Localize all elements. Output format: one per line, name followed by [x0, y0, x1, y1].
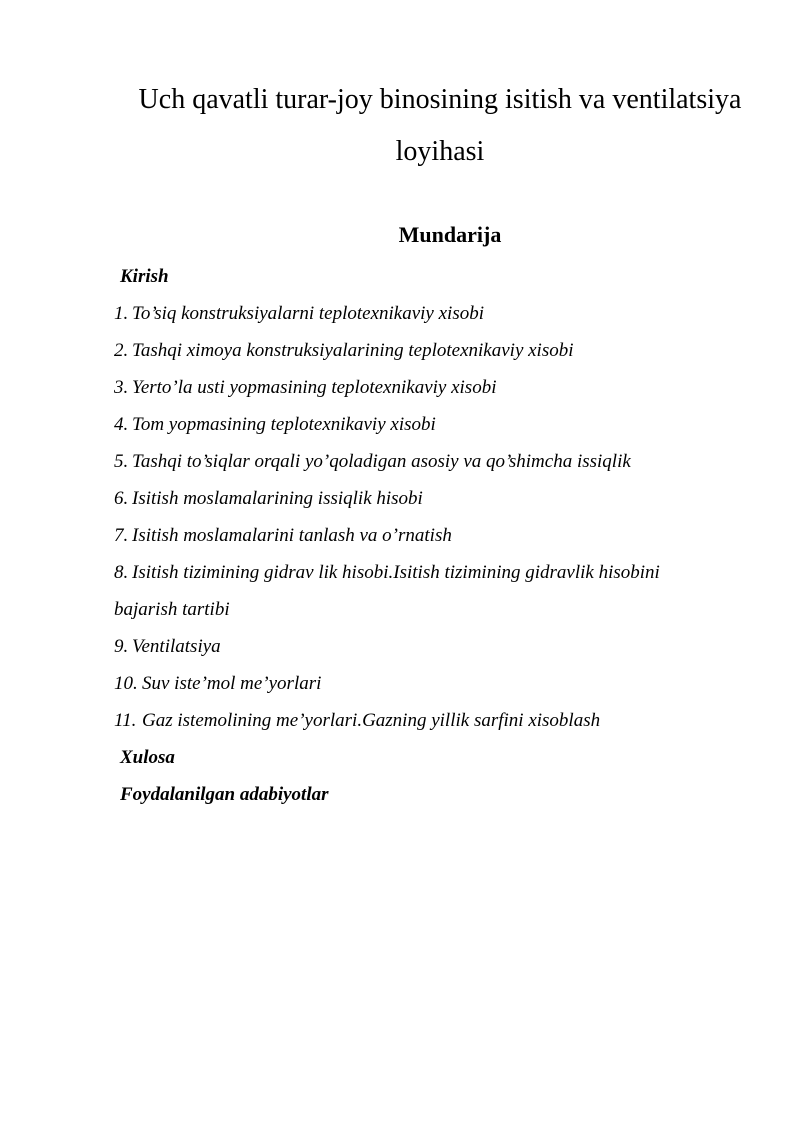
toc-item-8-continuation: bajarish tartibi: [114, 599, 230, 620]
toc-item-10: [114, 665, 774, 702]
title-line-2: loyihasi: [395, 136, 485, 167]
toc-item-number: 10.: [114, 673, 138, 694]
toc-item-number: 11.: [114, 710, 137, 731]
toc-item-text: Suv iste’mol me’yorlari: [142, 673, 322, 694]
toc-item-text: Tashqi ximoya konstruksiyalarining teplotexnikaviy xisobi: [132, 340, 574, 361]
toc-item-text: Ventilatsiya: [132, 636, 221, 657]
toc-item-5: [114, 443, 774, 480]
toc-item-text: Yerto’la usti yopmasining teplotexnikaviy xisobi: [132, 377, 497, 398]
toc-item-text: Isitish moslamalarini tanlash va o’rnatish: [132, 525, 452, 546]
title-line-1: Uch qavatli turar-joy binosining isitish va ventilatsiya: [138, 84, 742, 115]
toc-item-number: 3.: [114, 377, 129, 398]
toc-intro: Kirish: [120, 266, 169, 287]
toc-item-number: 8.: [114, 562, 129, 583]
toc-item-number: 1.: [114, 303, 129, 324]
toc-item-number: 7.: [114, 525, 129, 546]
toc-item-number: 9.: [114, 636, 129, 657]
toc-item-9: [114, 628, 774, 665]
toc-conclusion: Xulosa: [120, 747, 175, 768]
toc-item-11: [114, 702, 774, 739]
toc-heading: Mundarija: [398, 222, 502, 247]
toc-item-4: [114, 406, 774, 443]
toc-item-text: Tashqi to’siqlar orqali yo’qoladigan asosiy va qo’shimcha issiqlik: [132, 451, 631, 472]
document-title: [100, 74, 780, 178]
table-of-contents: [114, 258, 774, 813]
toc-item-number: 5.: [114, 451, 129, 472]
toc-item-2: [114, 332, 774, 369]
toc-item-8: [114, 554, 774, 591]
toc-item-text: To’siq konstruksiyalarni teplotexnikaviy xisobi: [132, 303, 484, 324]
toc-item-text: Gaz istemolining me’yorlari.Gazning yillik sarfini xisoblash: [142, 710, 601, 731]
toc-references: Foydalanilgan adabiyotlar: [120, 784, 329, 805]
toc-item-number: 2.: [114, 340, 129, 361]
toc-item-7: [114, 517, 774, 554]
toc-item-1: [114, 295, 774, 332]
toc-item-6: [114, 480, 774, 517]
toc-item-3: [114, 369, 774, 406]
toc-item-number: 6.: [114, 488, 129, 509]
toc-item-text: Isitish tizimining gidrav lik hisobi.Isitish tizimining gidravlik hisobini: [132, 562, 660, 583]
toc-item-number: 4.: [114, 414, 129, 435]
toc-item-text: Tom yopmasining teplotexnikaviy xisobi: [132, 414, 436, 435]
toc-item-text: Isitish moslamalarining issiqlik hisobi: [132, 488, 423, 509]
